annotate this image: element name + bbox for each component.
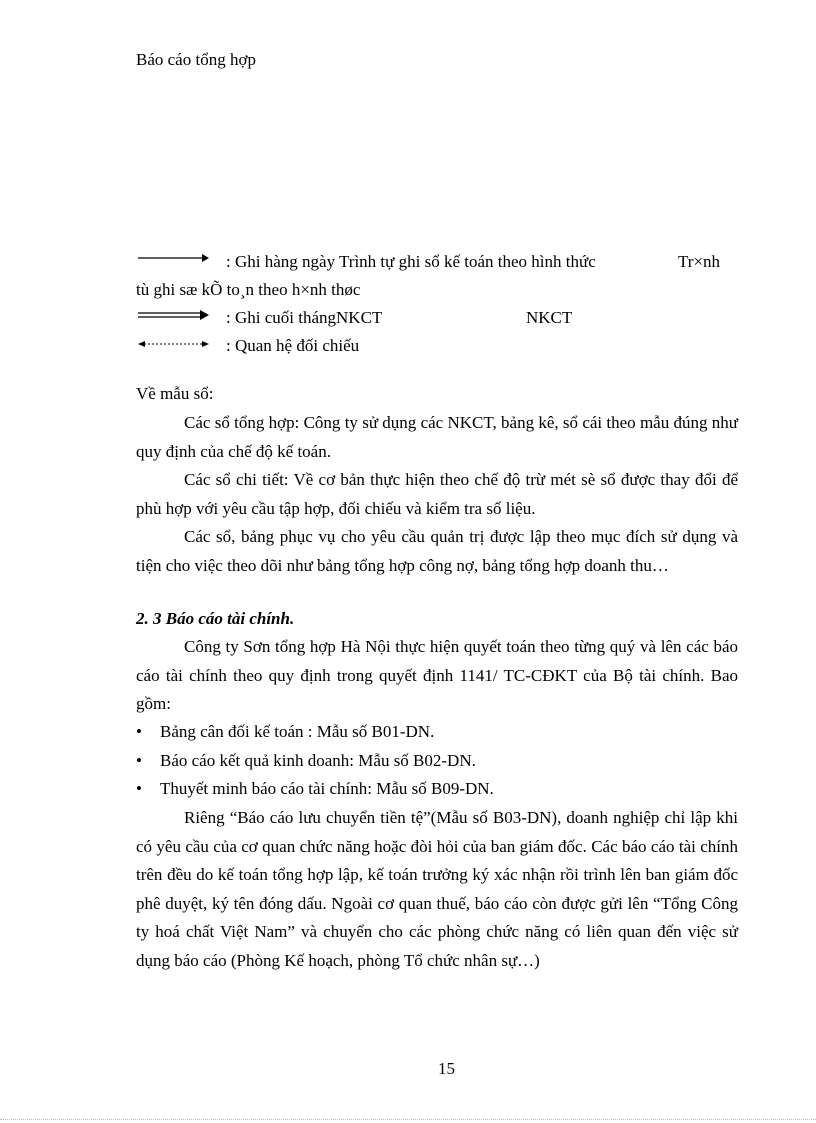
section-heading: 2. 3 Báo cáo tài chính. <box>136 609 295 628</box>
bullet-icon: • <box>136 779 142 798</box>
single-arrow-icon <box>138 252 210 264</box>
double-arrow-icon <box>138 308 210 322</box>
bullet-text: Bảng cân đối kế toán : Mẫu số B01-DN. <box>160 722 435 741</box>
paragraph-detail-ledgers: Các sổ chi tiết: Về cơ bản thực hiện theo chế độ trừ mét sè sổ được thay đổi để phù hợp với yêu cầu tập hợp, đối chiếu và kiểm tra số liệu. <box>136 470 738 518</box>
page-number: 15 <box>438 1059 455 1078</box>
legend-daily: : Ghi hàng ngày Trình tự ghi sổ kế toán theo hình thức <box>226 252 596 271</box>
bullet-text: Thuyết minh báo cáo tài chính: Mẫu số B09-DN. <box>160 779 494 798</box>
list-item <box>136 779 494 799</box>
legend-monthly: : Ghi cuối thángNKCT <box>226 308 383 327</box>
bullet-icon: • <box>136 751 142 770</box>
legend-daily-tail: Tr×nh <box>678 252 721 271</box>
list-item <box>136 751 476 771</box>
paragraph-general-ledgers: Các sổ tổng hợp: Công ty sử dụng các NKCT, bảng kê, sổ cái theo mẫu đúng như quy định của chế độ kế toán. <box>136 413 738 461</box>
header-title: Báo cáo tổng hợp <box>136 50 256 69</box>
legend-monthly-tail: NKCT <box>526 308 573 327</box>
mau-so-label: Về mẫu sổ: <box>136 384 214 403</box>
legend-garbled-line: tù ghi sæ kÕ to¸n theo h×nh thøc <box>136 280 361 299</box>
bullet-text: Báo cáo kết quả kinh doanh: Mẫu số B02-DN. <box>160 751 476 770</box>
list-item <box>136 722 434 742</box>
legend-crosscheck: : Quan hệ đối chiếu <box>226 336 360 355</box>
bidirectional-dotted-arrow-icon <box>138 338 210 350</box>
paragraph-cash-flow: Riêng “Báo cáo lưu chuyển tiền tệ”(Mẫu số B03-DN), doanh nghiệp chỉ lập khi có yêu cầu của cơ quan chức năng hoặc đòi hỏi của ban giám đốc. Các báo cáo tài chính trên đều do kế toán tổng hợp lập, kế toán trưởng ký xác nhận rồi trình lên ban giám đốc phê duyệt, ký tên đóng dấu. Ngoài cơ quan thuế, báo cáo còn được gửi lên “Tổng Công ty hoá chất Việt Nam” và chuyển cho các phòng chức năng có liên quan đến việc sử dụng báo cáo (Phòng Kế hoạch, phòng Tổ chức nhân sự…) <box>136 808 738 970</box>
bullet-icon: • <box>136 722 142 741</box>
paragraph-management-ledgers: Các sổ, bảng phục vụ cho yêu cầu quản trị được lập theo mục đích sử dụng và tiện cho việc theo dõi như bảng tổng hợp công nợ, bảng tổng hợp doanh thu… <box>136 527 738 575</box>
paragraph-financial-reports: Công ty Sơn tổng hợp Hà Nội thực hiện quyết toán theo từng quý và lên các báo cáo tài chính theo quy định trong quyết định 1141/ TC-CĐKT của Bộ tài chính. Bao gồm: <box>136 637 738 713</box>
page-bottom-border <box>0 1119 816 1120</box>
